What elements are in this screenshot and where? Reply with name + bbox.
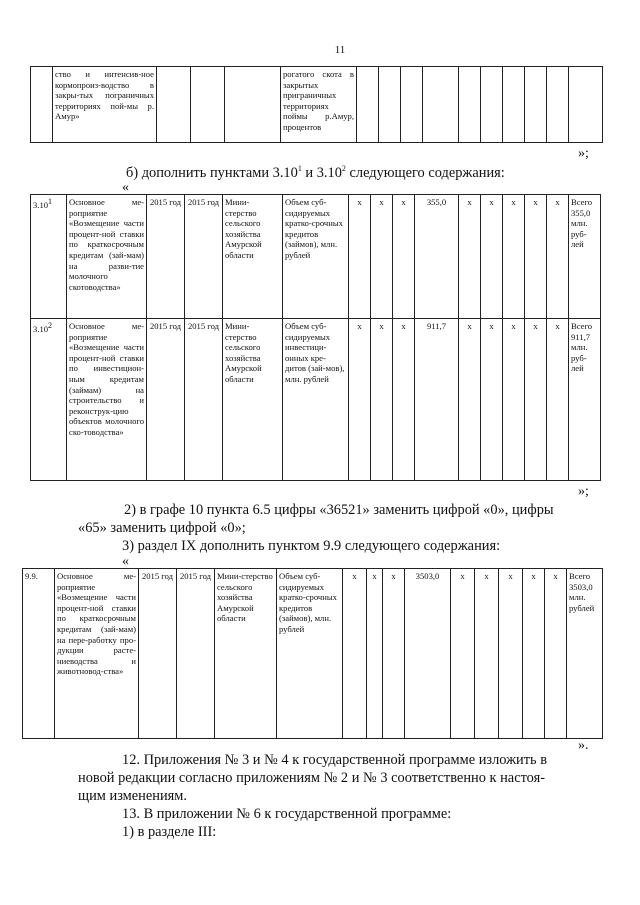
paragraph-13: 13. В приложении № 6 к государственной программе: — [122, 806, 452, 822]
cell-indicator: рогатого скота в закрытых приграничных территориях поймы р.Амур, процентов — [281, 67, 357, 143]
paragraph-12-line1: 12. Приложения № 3 и № 4 к государственной программе изложить в — [122, 752, 548, 768]
closing-quote: »; — [578, 146, 589, 161]
paragraph-2-line2: «65» заменить цифрой «0»; — [78, 520, 246, 536]
row-number: 3.10$^2$ — [31, 319, 67, 481]
closing-quote: ». — [578, 738, 589, 753]
table-row: 3.10$^1$ Основное ме-роприятие «Возмещение части процент-ной ставки по краткосрочным кредитам (зай-мам) на разви-тие молочного скотоводства» 2015 год 2015 год Мини-стерство сельского хозяйства Амурской области Объем суб-сидируемых кратко-срочных кредитов (займов), млн. рублей х х х 355,0 х х х х х Всего 355,0 млн. руб-лей — [31, 195, 601, 319]
continuation-table — [30, 66, 603, 143]
cell-num — [31, 67, 53, 143]
opening-quote: « — [122, 180, 129, 195]
closing-quote: »; — [578, 484, 589, 499]
opening-quote: « — [122, 554, 129, 569]
table-row: 9.9. Основное ме-роприятие «Возмещение части процент-ной ставки по краткосрочным кредитам (зай-мам) на пере-работку про-дукции расте-ниеводства и животновод-ства» 2015 год 2015 год Мини-стерство сельского хозяйства Амурской области Объем суб-сидируемых кратко-срочных кредитов (займов), млн. рублей х х х 3503,0 х х х х х Всего 3503,0 млн. рублей — [23, 569, 603, 739]
row-number: 9.9. — [23, 569, 55, 739]
row-name: Основное ме-роприятие «Возмещение части процент-ной ставки по инвестицион-ным кредитам (займам) на строительство и реконструк-цию объектов молочного ско-товодства» — [67, 319, 147, 481]
paragraph-3: 3) раздел IX дополнить пунктом 9.9 следующего содержания: — [122, 538, 501, 554]
paragraph-12-line2: новой редакции согласно приложениям № 2 и № 3 соответственно к настоя- — [78, 770, 546, 786]
paragraph-b: б) дополнить пунктами 3.10$^1$ и 3.10$^2$ следующего содержания: — [126, 164, 505, 181]
row-name: Основное ме-роприятие «Возмещение части процент-ной ставки по краткосрочным кредитам (зай-мам) на разви-тие молочного скотоводства» — [67, 195, 147, 319]
paragraph-12-line3: щим изменениям. — [78, 788, 187, 804]
page-number: 11 — [334, 44, 346, 56]
paragraph-13-1: 1) в разделе III: — [122, 824, 217, 840]
paragraph-2-line1: 2) в графе 10 пункта 6.5 цифры «36521» заменить цифрой «0», цифры — [124, 502, 554, 518]
table-9-9 — [22, 568, 603, 739]
table-3-10 — [30, 194, 601, 481]
row-name: Основное ме-роприятие «Возмещение части процент-ной ставки по краткосрочным кредитам (зай-мам) на пере-работку про-дукции расте-ниеводства и животновод-ства» — [55, 569, 139, 739]
cell-name: ство и интенсив-ное кормопроиз-водство в закры-тых пограничных территориях пой-мы р. Амур» — [53, 67, 157, 143]
row-number: 3.10$^1$ — [31, 195, 67, 319]
table-row: 3.10$^2$ Основное ме-роприятие «Возмещение части процент-ной ставки по инвестицион-ным кредитам (займам) на строительство и реконструк-цию объектов молочного ско-товодства» 2015 год 2015 год Мини-стерство сельского хозяйства Амурской области Объем суб-сидируемых инвестици-онных кре-дитов (зай-мов), млн. рублей х х х 911,7 х х х х х Всего 911,7 млн. руб-лей — [31, 319, 601, 481]
